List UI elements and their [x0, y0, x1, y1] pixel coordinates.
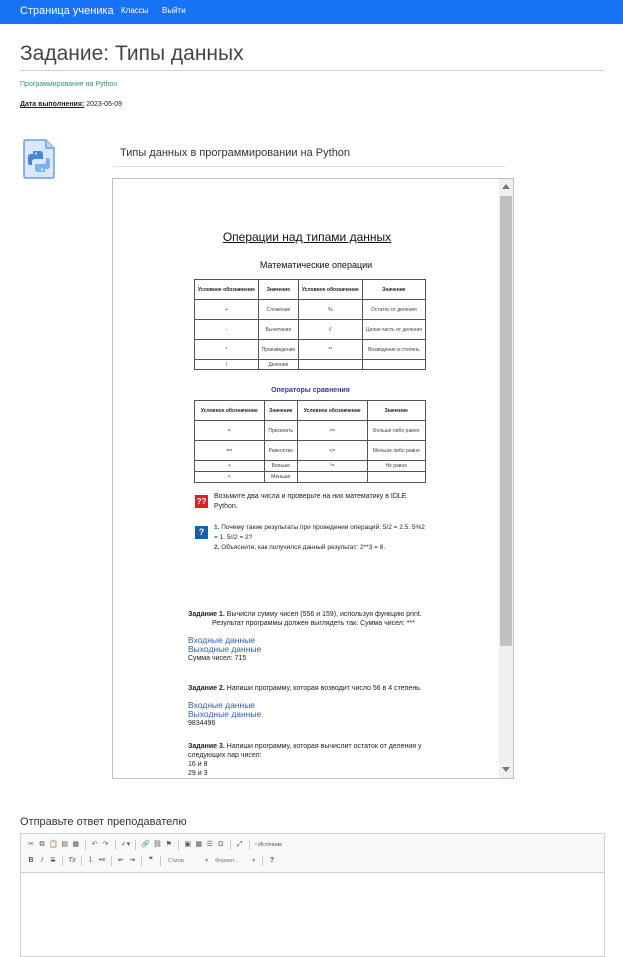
numbered-list-icon[interactable]: ⒈	[87, 857, 95, 864]
viewer-scrollbar[interactable]	[499, 179, 513, 778]
table-cell	[367, 472, 426, 483]
table-row	[195, 340, 426, 360]
styles-dropdown[interactable]	[166, 856, 210, 866]
unlink-icon[interactable]: ⛓	[152, 841, 162, 848]
table-cell: Сложение	[258, 300, 298, 320]
table-header: Условное обозначение	[195, 280, 259, 300]
due-date	[20, 101, 122, 108]
table-row	[195, 472, 426, 483]
table-cell: Остаток от деления	[362, 300, 425, 320]
task-1-result: Сумма чисел: 715	[188, 655, 247, 662]
top-navbar	[0, 0, 623, 24]
task-2-output-label[interactable]: Выходные данные	[188, 709, 262, 719]
table-cell: !=	[297, 461, 367, 472]
question-1-text: Возьмите два числа и проверьте на них математику в IDLE Python.	[214, 493, 407, 510]
editor-toolbar-row-1	[27, 839, 282, 851]
editor-toolbar-row-2	[27, 855, 276, 867]
doc-comparison-title: Операторы сравнения	[271, 387, 350, 394]
task-3-line-2: 29 и 3	[188, 770, 208, 777]
table-cell: Деление	[258, 360, 298, 370]
task-1-input-label[interactable]: Входные данные	[188, 635, 256, 645]
toolbar-separator	[111, 856, 112, 866]
material-title: Типы данных в программировании на Python	[120, 147, 351, 159]
question-red-icon: ??	[196, 497, 207, 506]
toolbar-separator	[230, 840, 231, 850]
table-cell: **	[298, 340, 362, 360]
paste-word-icon[interactable]: ▦	[72, 841, 80, 848]
scroll-down-arrow-icon[interactable]	[502, 767, 510, 772]
toolbar-separator	[62, 856, 63, 866]
table-row	[195, 461, 426, 472]
toolbar-separator	[249, 840, 250, 850]
table-header: Значение	[258, 280, 298, 300]
table-cell: <=	[297, 441, 367, 461]
toolbar-separator	[81, 856, 82, 866]
task-1-output-label[interactable]: Выходные данные	[188, 644, 262, 654]
paste-icon[interactable]: 📋	[49, 841, 58, 848]
copy-icon[interactable]: ⧉	[39, 841, 45, 848]
material-divider	[113, 166, 505, 167]
undo-icon[interactable]: ↶	[91, 841, 98, 848]
table-header: Значение	[264, 401, 297, 421]
toolbar-separator	[85, 840, 86, 850]
task-1	[188, 610, 448, 663]
task-2-input-label[interactable]: Входные данные	[188, 700, 256, 710]
task-2-label: Задание 2.	[188, 685, 225, 692]
table-cell: Не равно	[367, 461, 426, 472]
task-3	[188, 742, 448, 778]
table-cell: Целая часть от деления	[362, 320, 425, 340]
table-cell: %	[298, 300, 362, 320]
table-cell: -	[195, 320, 259, 340]
styles-label: Стили	[168, 858, 184, 864]
format-dropdown[interactable]	[213, 856, 257, 866]
table-cell: ==	[195, 441, 265, 461]
table-cell: Присвоить	[264, 421, 297, 441]
document-viewer[interactable]	[112, 178, 514, 779]
table-row	[195, 360, 426, 370]
table-cell: *	[195, 340, 259, 360]
task-1-text-2: Результат программы должен выглядеть так: Сумма чисел: ***	[212, 620, 415, 627]
paste-text-icon[interactable]: ▤	[61, 841, 69, 848]
table-row	[195, 300, 426, 320]
doc-math-title: Математические операции	[259, 260, 373, 270]
source-label: Источник	[258, 842, 282, 848]
blockquote-icon[interactable]: ❞	[149, 857, 153, 864]
strike-icon[interactable]: S	[50, 857, 56, 864]
redo-icon[interactable]: ↷	[102, 841, 109, 848]
table-cell	[362, 360, 425, 370]
table-header: Значение	[367, 401, 426, 421]
task-3-line-1: 16 и 8	[188, 761, 208, 768]
toolbar-separator	[178, 840, 179, 850]
special-char-icon[interactable]: Ω	[218, 841, 224, 848]
remove-format-icon[interactable]: Tx	[68, 857, 76, 864]
table-cell: Больше либо равно	[367, 421, 426, 441]
table-cell: //	[298, 320, 362, 340]
table-cell: /	[195, 360, 259, 370]
toolbar-separator	[141, 856, 142, 866]
table-cell: Произведение	[258, 340, 298, 360]
page-title: Задание: Типы данных	[20, 42, 244, 65]
help-icon[interactable]: ?	[269, 857, 275, 864]
question-2-line-1: Почему такие результаты при проведении операций: 5/2 = 2.5. 5%2 = 1. 5//2 = 2?	[214, 524, 425, 541]
table-row	[195, 320, 426, 340]
bold-icon[interactable]: B	[28, 857, 34, 864]
table-cell: +	[195, 300, 259, 320]
answer-text-area[interactable]	[21, 872, 604, 956]
task-1-label: Задание 1.	[188, 611, 225, 618]
task-2	[188, 684, 448, 728]
question-2-line-2: Объясните, как получился данный результат: 2**3 = 8.	[221, 544, 386, 551]
table-cell: <	[195, 472, 265, 483]
doc-heading: Операции над типами данных	[222, 230, 392, 244]
question-2-num-2: 2.	[214, 544, 220, 551]
task-3-label: Задание 3.	[188, 743, 225, 750]
indent-icon[interactable]: ⇥	[129, 857, 135, 864]
toolbar-separator	[135, 840, 136, 850]
table-cell: =	[195, 421, 265, 441]
title-divider	[20, 70, 605, 71]
table-cell: Возведение в степень	[362, 340, 425, 360]
cut-icon[interactable]: ✂	[28, 841, 34, 848]
scroll-up-arrow-icon[interactable]	[502, 184, 510, 189]
question-blue-icon: ?	[195, 526, 208, 539]
scroll-thumb[interactable]	[500, 196, 512, 646]
table-cell: Больше	[264, 461, 297, 472]
toolbar-separator	[115, 840, 116, 850]
task-3-text: Напиши программу, которая вычислит остаток от деления у следующих пар чисел:	[188, 743, 422, 759]
italic-icon[interactable]: I	[41, 857, 43, 864]
nav-brand[interactable]: Страница ученика	[20, 5, 114, 17]
toolbar-separator	[262, 856, 263, 866]
due-date-label: Дата выполнения:	[20, 101, 85, 108]
table-icon[interactable]: ▦	[195, 841, 203, 848]
table-header: Условное обозначение	[195, 401, 265, 421]
image-icon[interactable]: ▣	[184, 841, 192, 848]
answer-section-title: Отправьте ответ преподавателю	[20, 816, 187, 828]
source-button[interactable]: ▫ Источник	[254, 842, 282, 848]
task-1-text: Вычисли сумму чисел (556 и 159), используя функцию print.	[226, 611, 422, 618]
maximize-icon[interactable]: ⤢	[236, 841, 243, 848]
horizontal-line-icon[interactable]: ☰	[206, 841, 213, 848]
chevron-down-icon: ▾	[252, 858, 255, 864]
nav-classes-link[interactable]: Классы	[121, 6, 149, 15]
task-2-text: Напиши программу, которая возводит число 56 в 4 степень.	[226, 685, 422, 692]
table-cell: Меньше	[264, 472, 297, 483]
python-file-icon[interactable]	[21, 138, 59, 180]
table-cell: Равенство	[264, 441, 297, 461]
anchor-flag-icon[interactable]: ⚑	[165, 841, 172, 848]
answer-editor	[20, 833, 605, 957]
table-cell: Вычитание	[258, 320, 298, 340]
comparison-operators-table	[194, 400, 426, 483]
table-cell	[298, 360, 362, 370]
table-cell	[297, 472, 367, 483]
question-2-num-1: 1.	[214, 524, 220, 531]
spellcheck-icon[interactable]: ✓▾	[120, 841, 131, 848]
toolbar-separator	[160, 856, 161, 866]
table-header: Условное обозначение	[298, 280, 362, 300]
nav-logout-link[interactable]: Выйти	[162, 6, 186, 15]
table-header: Значение	[362, 280, 425, 300]
table-row	[195, 421, 426, 441]
due-date-value: 2023-05-09	[86, 101, 123, 108]
task-2-result: 9834496	[188, 720, 216, 727]
table-row	[195, 441, 426, 461]
table-cell: Меньше либо равно	[367, 441, 426, 461]
table-cell: >	[195, 461, 265, 472]
table-header: Условное обозначение	[297, 401, 367, 421]
bulleted-list-icon[interactable]: •≡	[98, 857, 106, 864]
outdent-icon[interactable]: ⇤	[118, 857, 124, 864]
question-2-text	[214, 523, 426, 553]
format-label: Формат...	[215, 858, 239, 864]
math-operations-table	[194, 279, 426, 370]
subject-label: Программирование на Python	[20, 81, 118, 88]
table-cell: >=	[297, 421, 367, 441]
link-icon[interactable]: 🔗	[141, 841, 150, 848]
chevron-down-icon: ▾	[205, 858, 208, 864]
